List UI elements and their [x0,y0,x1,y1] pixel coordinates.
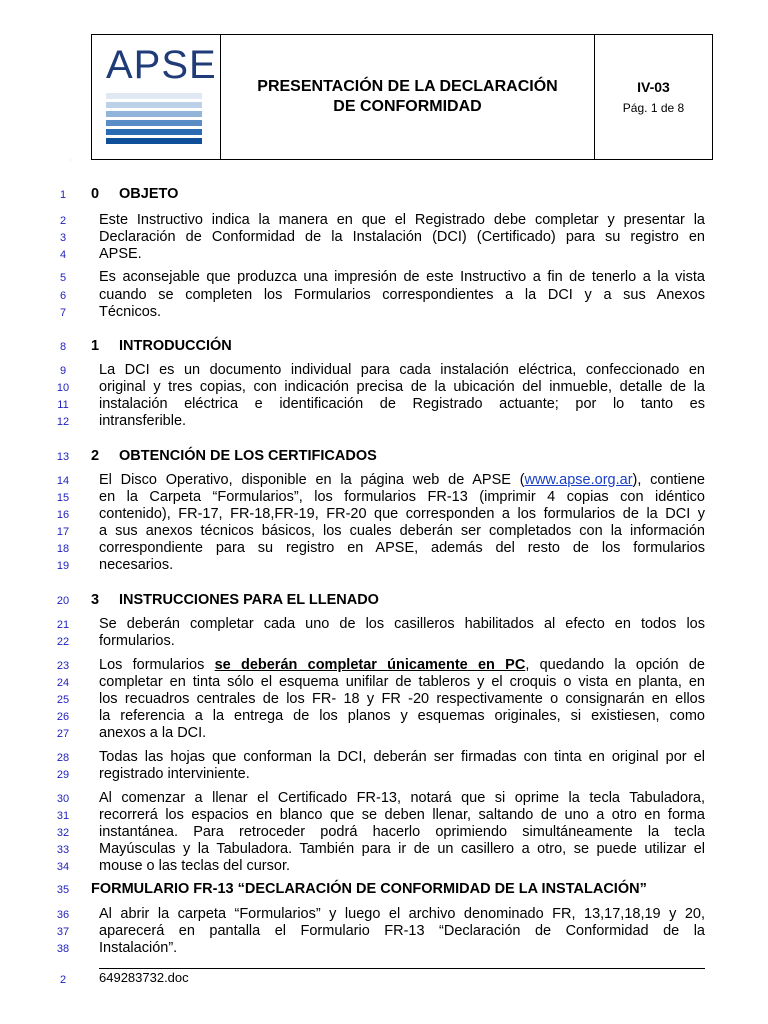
document-header [91,34,713,160]
body-line: La DCI es un documento individual para cada instalación eléctrica, confeccionado en [99,362,705,378]
section-heading: OBTENCIÓN DE LOS CERTIFICADOS [119,448,377,464]
subsection-heading: FORMULARIO FR-13 “DECLARACIÓN DE CONFORMIDAD DE LA INSTALACIÓN” [91,881,647,897]
line-number: 24 [56,677,70,689]
body-line: formularios. [99,633,175,649]
line-number: 36 [56,909,70,921]
line-number: 19 [56,560,70,572]
line-number: 14 [56,475,70,487]
body-line: los recuadros centrales de los FR- 18 y FR -20 respectivamente o consignarán en ellos [99,691,705,707]
body-line: aparecerá en pantalla el Formulario FR-13 “Declaración de Conformidad de la [99,923,705,939]
emphasis-underlined: se deberán completar únicamente en PC [214,657,526,673]
line-number: 15 [56,492,70,504]
body-line [99,657,705,673]
line-number: 8 [59,341,67,353]
title-line-2: DE CONFORMIDAD [333,98,482,115]
line-number: 25 [56,694,70,706]
body-line: Técnicos. [99,304,162,320]
body-line: original y tres copias, con indicación precisa de la ubicación del inmueble, detalle de la [99,379,705,395]
tick-mark: ˈ [70,160,72,166]
line-number: 26 [56,711,70,723]
text-fragment: , quedando la opción de [525,657,705,673]
footer-divider [99,968,705,969]
section-number: 3 [91,592,100,608]
title-line-1: PRESENTACIÓN DE LA DECLARACIÓN [257,78,558,95]
line-number: 20 [56,595,70,607]
section-heading: INSTRUCCIONES PARA EL LLENADO [119,592,379,608]
body-line: anexos a la DCI. [99,725,207,741]
body-line: contenido), FR-17, FR-18,FR-19, FR-20 que corresponden a los formularios de la DCI y [99,506,705,522]
document-code: IV-03 [637,79,670,95]
line-number: 22 [56,636,70,648]
body-line: necesarios. [99,557,174,573]
line-number: 17 [56,526,70,538]
line-number: 4 [59,249,67,261]
body-line: Todas las hojas que conforman la DCI, deberán ser firmadas con tinta en original por el [99,749,705,765]
line-number: 32 [56,827,70,839]
body-line: Declaración de Conformidad de la Instalación (DCI) (Certificado) para su registro en [99,229,705,245]
text-fragment: Los formularios [99,657,215,673]
line-number: 9 [59,365,67,377]
line-number: 16 [56,509,70,521]
line-number: 11 [57,399,69,411]
section-heading: INTRODUCCIÓN [119,338,232,354]
line-number: 21 [56,619,70,631]
logo-stripe [106,129,202,135]
document-title [221,35,595,159]
section-number: 0 [91,186,100,202]
body-line: la referencia a la entrega de los planos y esquemas originales, si existiesen, como [99,708,705,724]
text-fragment: El Disco Operativo, disponible en la página web de APSE ( [99,472,525,488]
line-number: 23 [56,660,70,672]
body-line: instalación eléctrica e identificación de Registrado actuante; por lo tanto es [99,396,705,412]
body-line: correspondiente para su registro en APSE, además del resto de los formularios [99,540,705,556]
body-line: Mayúsculas y la Tabuladora. También para ir de un casillero a otro, se puede utilizar el [99,841,705,857]
apse-website-link[interactable]: www.apse.org.ar [524,472,633,488]
page-indicator: Pág. 1 de 8 [622,101,685,115]
line-number: 29 [56,769,70,781]
line-number: 35 [56,884,70,896]
apse-logo [92,35,221,159]
line-number: 7 [59,307,67,319]
line-number: 34 [56,861,70,873]
body-line: completar en tinta sólo el esquema unifilar de tableros y el croquis o vista en planta, en [99,674,705,690]
line-number: 12 [56,416,70,428]
line-number: 5 [59,272,67,284]
body-line: cuando se completen los Formularios correspondientes a la DCI y a sus Anexos [99,287,705,303]
body-line: Es aconsejable que produzca una impresión de este Instructivo a fin de tenerlo a la vista [99,269,705,285]
body-line: Al abrir la carpeta “Formularios” y luego el archivo denominado FR, 13,17,18,19 y 20, [99,906,705,922]
line-number: 10 [56,382,70,394]
body-line: registrado interviniente. [99,766,250,782]
footer-line-number: 2 [59,974,67,986]
line-number: 2 [59,215,67,227]
section-number: 2 [91,448,100,464]
line-number: 30 [56,793,70,805]
text-fragment: ), contiene [632,472,705,488]
body-line: APSE. [99,246,142,262]
line-number: 37 [56,926,70,938]
logo-text: APSE [106,43,217,87]
line-number: 6 [59,290,67,302]
line-number: 28 [56,752,70,764]
logo-stripe [106,138,202,144]
logo-stripe [106,102,202,108]
line-number: 27 [56,728,70,740]
line-number: 13 [56,451,70,463]
logo-stripe [106,93,202,99]
body-line: Al comenzar a llenar el Certificado FR-13, notará que si oprime la tecla Tabuladora, [99,790,705,806]
body-line: instantánea. Para retroceder podrá hacerlo oprimiendo simultáneamente la tecla [99,824,705,840]
footer-filename: 649283732.doc [99,970,189,985]
body-line: recorrerá los espacios en blanco que se deben llenar, saltando de uno a otro en forma [99,807,705,823]
line-number: 33 [56,844,70,856]
body-line: Se deberán completar cada uno de los casilleros habilitados al efecto en todos los [99,616,705,632]
document-code-cell [595,35,712,159]
body-line: mouse o las teclas del cursor. [99,858,291,874]
body-line: intransferible. [99,413,187,429]
line-number: 1 [59,189,67,201]
line-number: 38 [56,943,70,955]
body-line: a sus anexos técnicos básicos, los cuales deberán ser completados con la información [99,523,705,539]
body-line: en la Carpeta “Formularios”, los formularios FR-13 (imprimir 4 copias con idéntico [99,489,705,505]
body-line [99,472,705,488]
line-number: 18 [56,543,70,555]
body-line: Instalación”. [99,940,178,956]
body-line: Este Instructivo indica la manera en que el Registrado debe completar y presentar la [99,212,705,228]
line-number: 31 [56,810,70,822]
section-heading: OBJETO [119,186,179,202]
section-number: 1 [91,338,100,354]
line-number: 3 [59,232,67,244]
logo-stripe [106,111,202,117]
logo-stripe [106,120,202,126]
